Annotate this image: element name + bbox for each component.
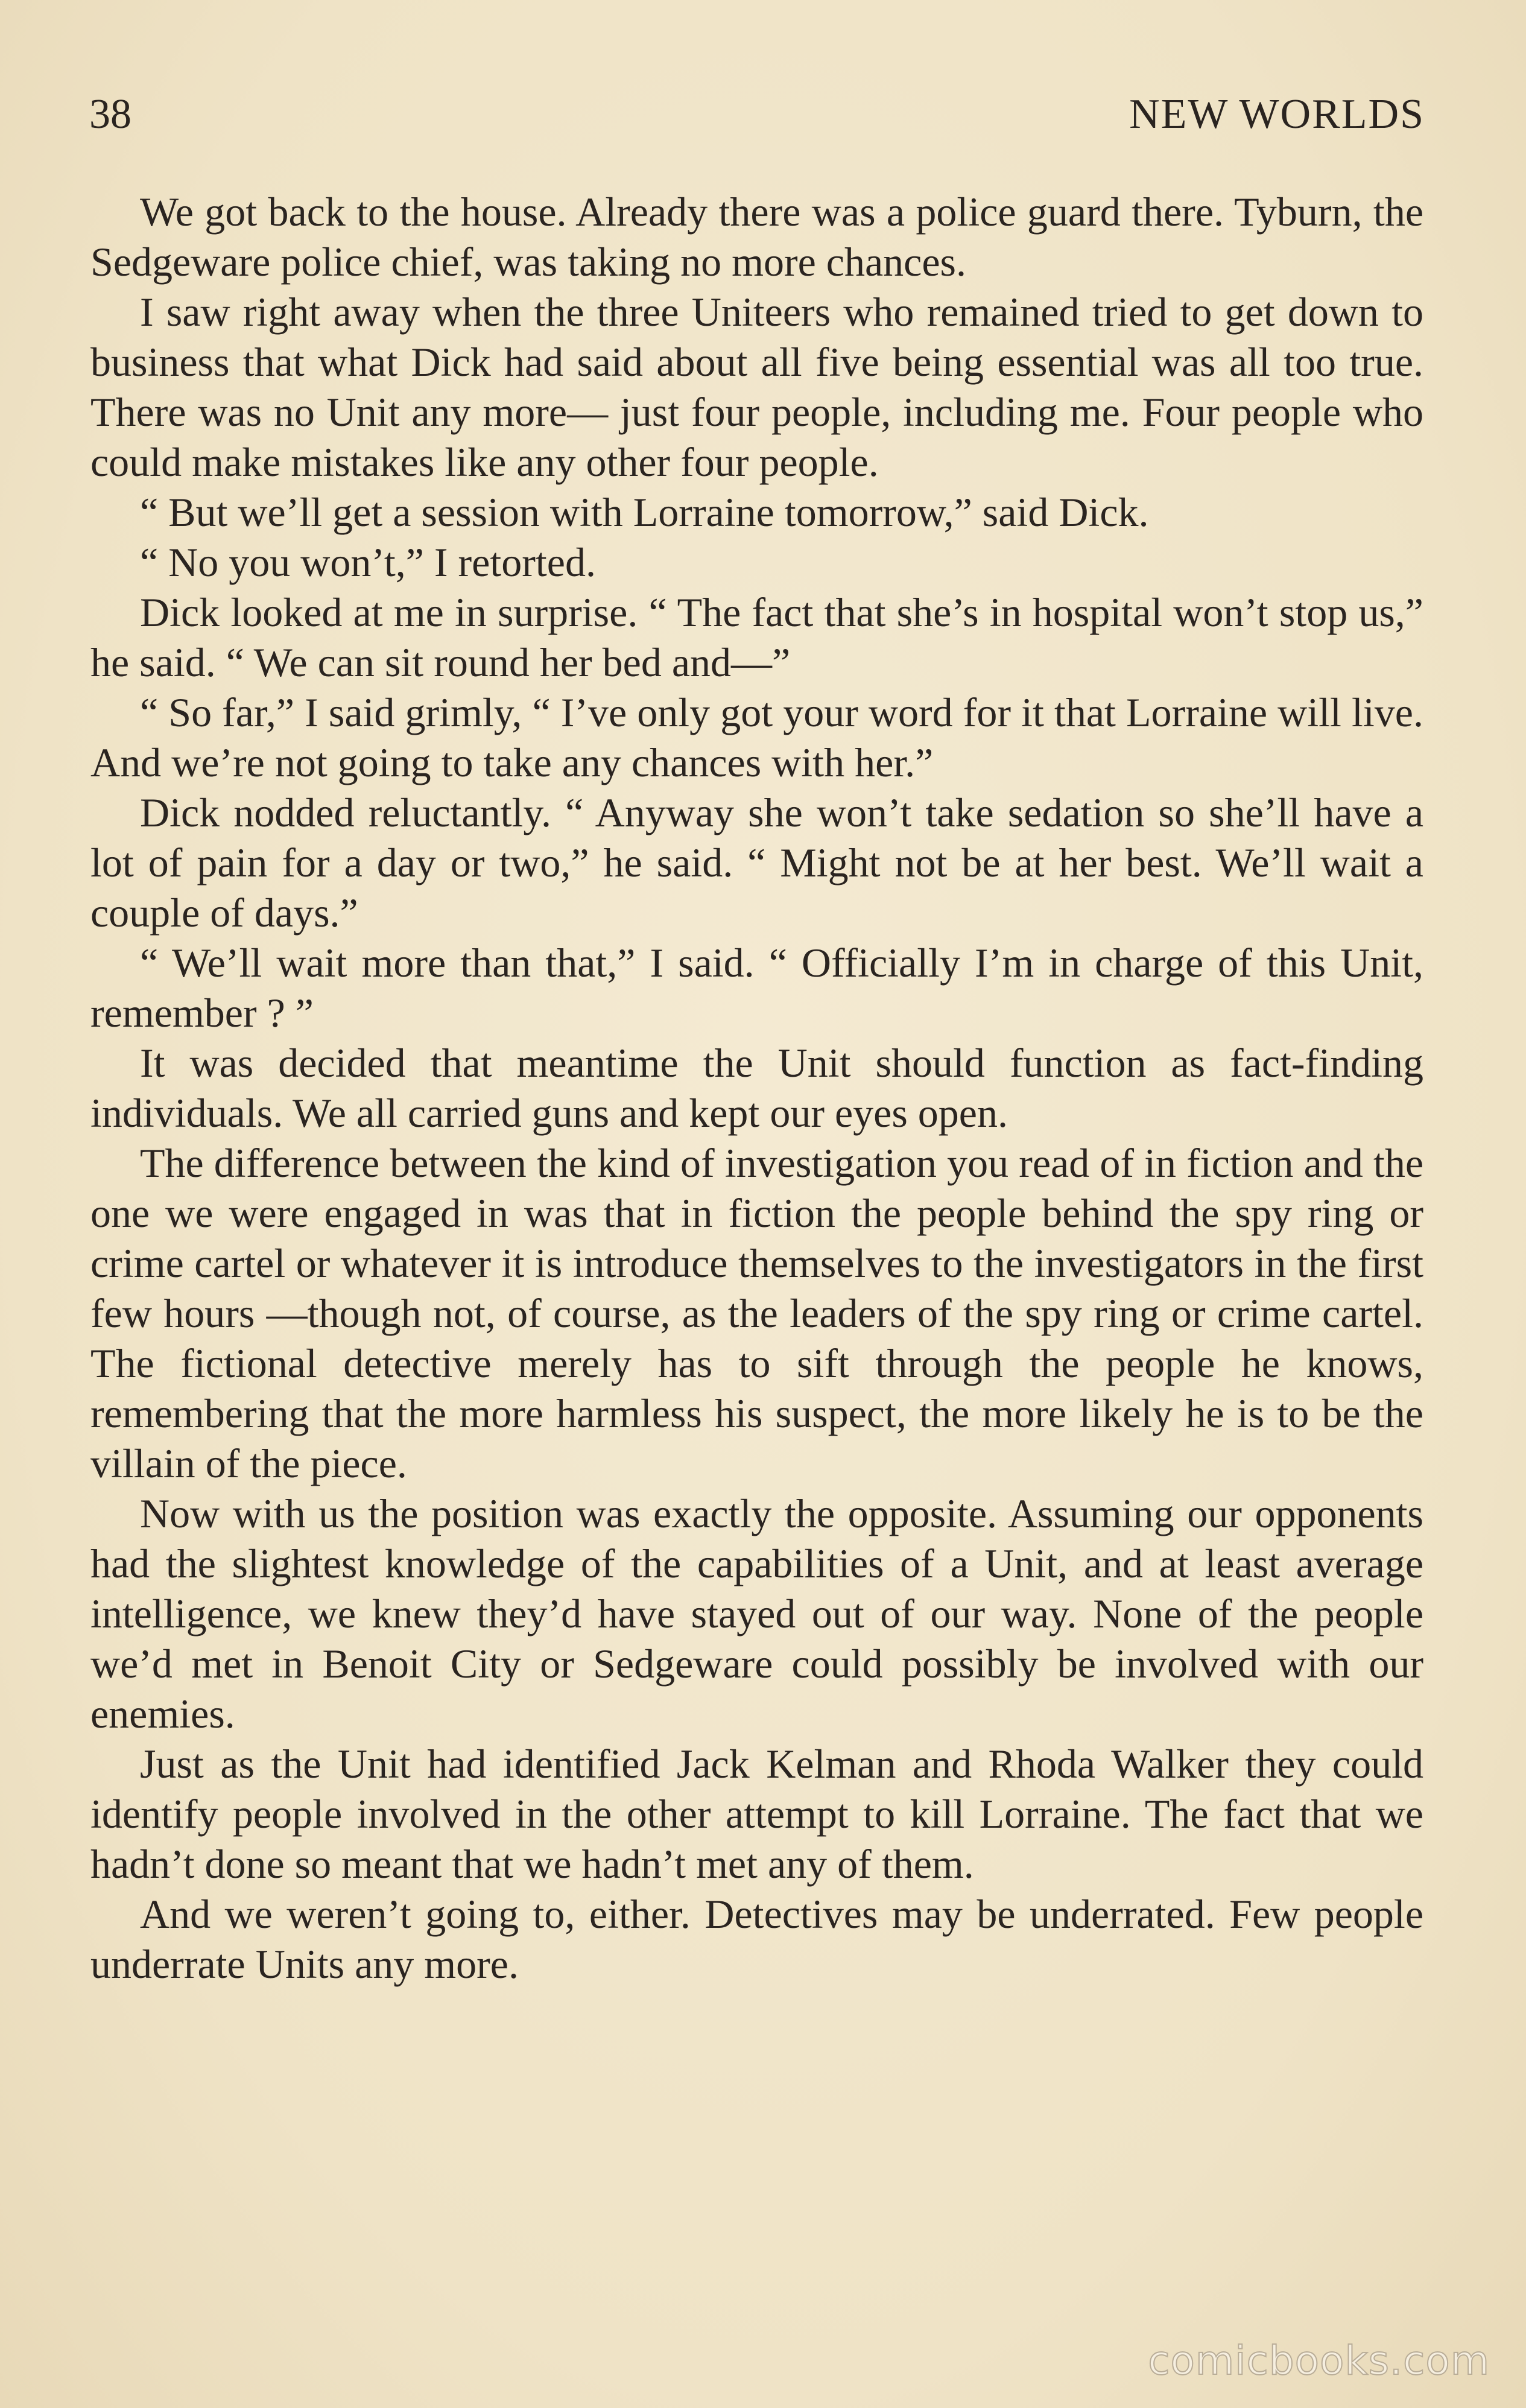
body-text	[90, 187, 1423, 1989]
paragraph: “ We’ll wait more than that,” I said. “ Officially I’m in charge of this Unit, remember ? ”	[90, 940, 1423, 1036]
running-title: NEW WORLDS	[1129, 91, 1425, 138]
page-number: 38	[89, 91, 131, 138]
paragraph: I saw right away when the three Uniteers who remained tried to get down to business that what Dick had said about all five being essential was all too true. There was no Unit any more— just four people, including me. Four people who could make mistakes like any other four people.	[90, 289, 1423, 485]
paragraph: Dick looked at me in surprise. “ The fact that she’s in hospital won’t stop us,” he said. “ We can sit round her bed and—”	[90, 589, 1423, 685]
paragraph: And we weren’t going to, either. Detectives may be underrated. Few people underrate Units any more.	[90, 1891, 1423, 1987]
paragraph: It was decided that meantime the Unit should function as fact-finding individuals. We all carried guns and kept our eyes open.	[90, 1040, 1423, 1136]
paragraph: “ But we’ll get a session with Lorraine tomorrow,” said Dick.	[140, 489, 1149, 535]
paragraph: We got back to the house. Already there was a police guard there. Tyburn, the Sedgeware police chief, was taking no more chances.	[90, 189, 1423, 285]
page-header	[89, 90, 1425, 145]
paragraph: Now with us the position was exactly the opposite. Assuming our opponents had the slightest knowledge of the capabilities of a Unit, and at least average intelligence, we knew they’d have stayed out of our way. None of the people we’d met in Benoit City or Sedgeware could possibly be involved with our enemies.	[90, 1491, 1423, 1737]
paragraph: Just as the Unit had identified Jack Kelman and Rhoda Walker they could identify people involved in the other attempt to kill Lorraine. The fact that we hadn’t done so meant that we hadn’t met any of them.	[90, 1741, 1423, 1887]
paragraph: The difference between the kind of investigation you read of in fiction and the one we were engaged in was that in fiction the people behind the spy ring or crime cartel or whatever it is introduce themselves to the investigators in the first few hours —though not, of course, as the leaders of the spy ring or crime cartel. The fictional detective merely has to sift through the people he knows, remembering that the more harmless his suspect, the more likely he is to be the villain of the piece.	[90, 1140, 1423, 1486]
paragraph: “ No you won’t,” I retorted.	[140, 539, 596, 585]
paragraph: “ So far,” I said grimly, “ I’ve only got your word for it that Lorraine will live. And we’re not going to take any chances with her.”	[90, 689, 1423, 785]
watermark: comicbooks.com	[1148, 2337, 1490, 2384]
paragraph: Dick nodded reluctantly. “ Anyway she won’t take sedation so she’ll have a lot of pain for a day or two,” he said. “ Might not be at her best. We’ll wait a couple of days.”	[90, 790, 1423, 936]
